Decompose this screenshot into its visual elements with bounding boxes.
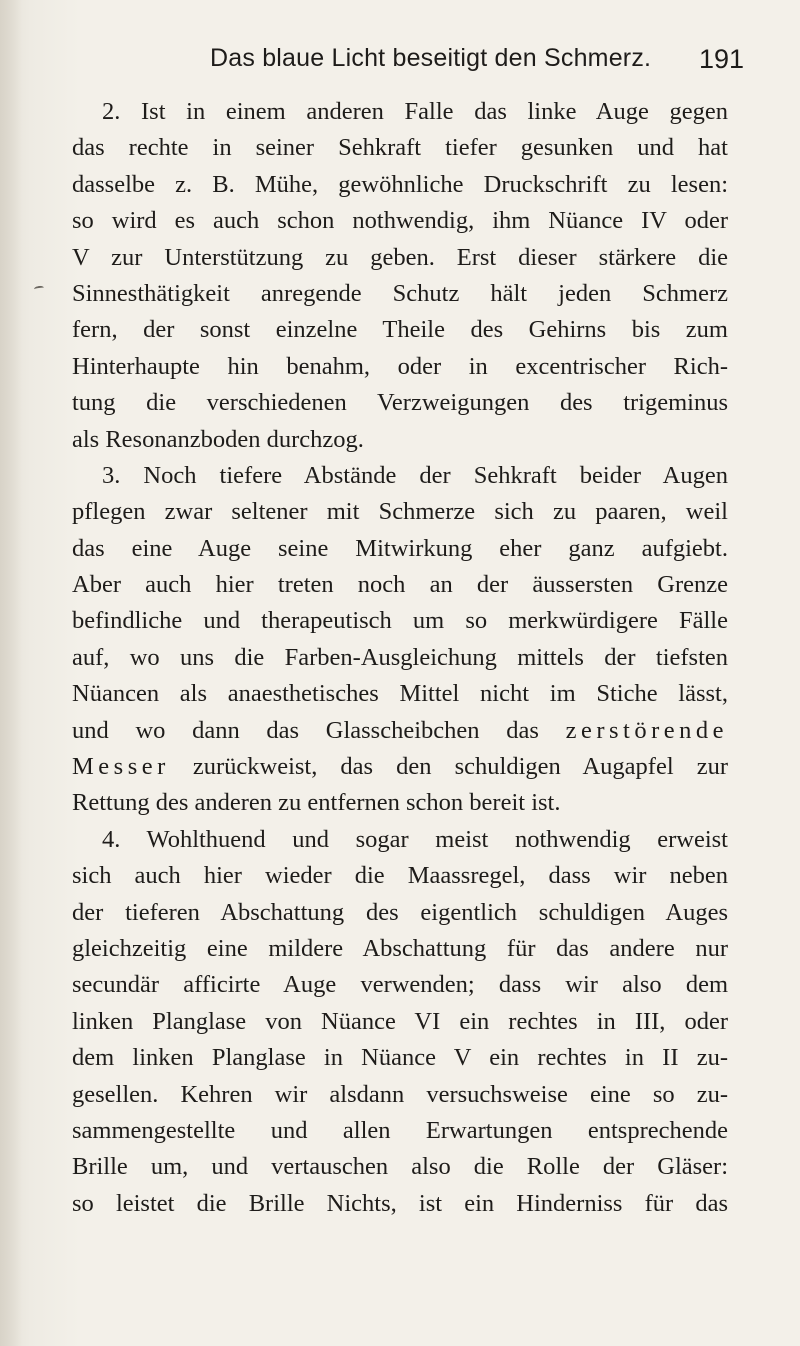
text-line: dasselbe z. B. Mühe, gewöhnliche Druckschrift zu lesen: bbox=[72, 170, 728, 198]
text-line: V zur Unterstützung zu geben. Erst dieser stärkere die bbox=[72, 243, 728, 271]
text-line: das rechte in seiner Sehkraft tiefer gesunken und hat bbox=[72, 134, 728, 162]
page-number: 191 bbox=[698, 44, 744, 74]
running-title: Das blaue Licht beseitigt den Schmerz. bbox=[210, 44, 652, 72]
text-line: fern, der sonst einzelne Theile des Gehirns bis zum bbox=[72, 316, 728, 344]
text-line: Nüancen als anaesthetisches Mittel nicht im Stiche lässt, bbox=[72, 680, 728, 708]
text-line: 3. Noch tiefere Abstände der Sehkraft beider Augen bbox=[102, 461, 728, 489]
text-line: linken Planglase von Nüance VI ein rechtes in III, oder bbox=[72, 1007, 728, 1035]
text-line: pflegen zwar seltener mit Schmerze sich zu paaren, weil bbox=[72, 498, 728, 526]
text-line bbox=[72, 713, 728, 749]
text-line: der tieferen Abschattung des eigentlich schuldigen Auges bbox=[72, 898, 728, 926]
paragraph-2 bbox=[72, 94, 728, 458]
text-line: gleichzeitig eine mildere Abschattung für das andere nur bbox=[72, 934, 728, 962]
body-text bbox=[72, 94, 728, 1222]
page-gutter-shadow bbox=[0, 0, 22, 1346]
text-line: sammengestellte und allen Erwartungen entsprechende bbox=[72, 1116, 728, 1144]
margin-mark bbox=[34, 285, 45, 291]
text-line: so leistet die Brille Nichts, ist ein Hinderniss für das bbox=[72, 1189, 728, 1217]
text-line: Rettung des anderen zu entfernen schon bereit ist. bbox=[72, 789, 561, 817]
text-line: das eine Auge seine Mitwirkung eher ganz aufgiebt. bbox=[72, 534, 728, 562]
text-fragment: zurückweist, das den schuldigen Augapfel zur bbox=[192, 753, 728, 781]
text-line: gesellen. Kehren wir alsdann versuchsweise eine so zu- bbox=[72, 1080, 728, 1108]
text-line: sich auch hier wieder die Maassregel, dass wir neben bbox=[72, 862, 728, 890]
text-line: tung die verschiedenen Verzweigungen des trigeminus bbox=[72, 389, 728, 417]
emphasized-word: zerstörende bbox=[565, 716, 728, 744]
emphasized-word: Messer bbox=[72, 753, 170, 781]
text-line: 4. Wohlthuend und sogar meist nothwendig erweist bbox=[102, 825, 728, 853]
paragraph-4 bbox=[72, 822, 728, 1222]
text-line: auf, wo uns die Farben-Ausgleichung mittels der tiefsten bbox=[72, 643, 728, 671]
text-line: Sinnesthätigkeit anregende Schutz hält jeden Schmerz bbox=[72, 279, 728, 307]
text-line: befindliche und therapeutisch um so merkwürdigere Fälle bbox=[72, 607, 728, 635]
text-line: Aber auch hier treten noch an der äussersten Grenze bbox=[72, 571, 728, 599]
text-line: Brille um, und vertauschen also die Rolle der Gläser: bbox=[72, 1153, 728, 1181]
text-line: dem linken Planglase in Nüance V ein rechtes in II zu- bbox=[72, 1044, 728, 1072]
text-line bbox=[72, 749, 728, 785]
running-head bbox=[40, 38, 760, 78]
paragraph-3 bbox=[72, 458, 728, 822]
text-line: als Resonanzboden durchzog. bbox=[72, 425, 364, 453]
text-line: so wird es auch schon nothwendig, ihm Nüance IV oder bbox=[72, 207, 728, 235]
text-line: 2. Ist in einem anderen Falle das linke Auge gegen bbox=[102, 98, 728, 125]
text-line: secundär afficirte Auge verwenden; dass wir also dem bbox=[72, 971, 728, 999]
text-fragment: und wo dann das Glasscheibchen das bbox=[72, 716, 539, 744]
text-line: Hinterhaupte hin benahm, oder in excentrischer Rich- bbox=[72, 352, 728, 380]
